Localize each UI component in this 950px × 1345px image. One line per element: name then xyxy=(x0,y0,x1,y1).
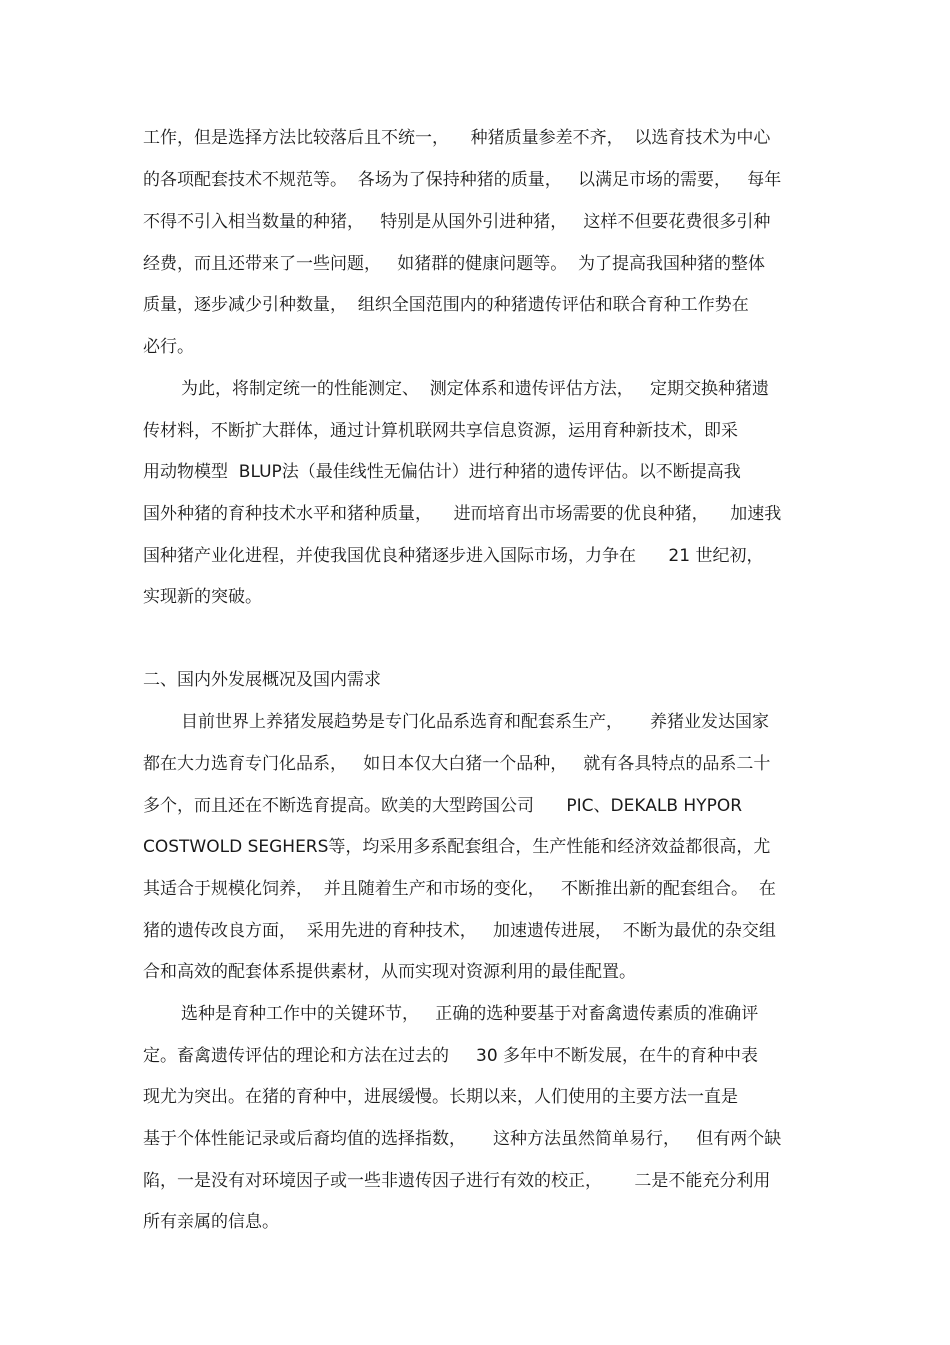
text-line: 定。畜禽遗传评估的理论和方法在过去的 30 多年中不断发展，在牛的育种中表 xyxy=(143,1046,759,1066)
text-line: 合和高效的配套体系提供素材，从而实现对资源利用的最佳配置。 xyxy=(143,962,636,982)
section-heading: 二、国内外发展概况及国内需求 xyxy=(143,670,381,690)
text-line: 国外种猪的育种技术水平和猪种质量， 进而培育出市场需要的优良种猪， 加速我 xyxy=(143,504,782,524)
text-line: 多个，而且还在不断选育提高。欧美的大型跨国公司 PIC、DEKALB HYPOR xyxy=(143,796,743,816)
text-line: 现尤为突出。在猪的育种中，进展缓慢。长期以来，人们使用的主要方法一直是 xyxy=(143,1087,738,1107)
text-line: 其适合于规模化饲养， 并且随着生产和市场的变化， 不断推出新的配套组合。 在 xyxy=(143,879,776,899)
text-line: 的各项配套技术不规范等。 各场为了保持种猪的质量， 以满足市场的需要， 每年 xyxy=(143,170,782,190)
text-line: 用动物模型 BLUP法（最佳线性无偏估计）进行种猪的遗传评估。以不断提高我 xyxy=(143,462,741,482)
text-line: 实现新的突破。 xyxy=(143,587,262,607)
text-line: 为此，将制定统一的性能测定、 测定体系和遗传评估方法， 定期交换种猪遗 xyxy=(181,379,770,399)
text-line: 质量，逐步减少引种数量， 组织全国范围内的种猪遗传评估和联合育种工作势在 xyxy=(143,295,749,315)
text-line: 传材料，不断扩大群体，通过计算机联网共享信息资源，运用育种新技术，即采 xyxy=(143,421,738,441)
text-line: 工作，但是选择方法比较落后且不统一， 种猪质量参差不齐， 以选育技术为中心 xyxy=(143,128,771,148)
text-line: 所有亲属的信息。 xyxy=(143,1212,279,1232)
text-line: 猪的遗传改良方面， 采用先进的育种技术， 加速遗传进展， 不断为最优的杂交组 xyxy=(143,921,776,941)
text-line: 选种是育种工作中的关键环节， 正确的选种要基于对畜禽遗传素质的准确评 xyxy=(181,1004,759,1024)
text-line: 必行。 xyxy=(143,337,194,357)
text-line: 经费，而且还带来了一些问题， 如猪群的健康问题等。 为了提高我国种猪的整体 xyxy=(143,254,766,274)
text-line: 陷，一是没有对环境因子或一些非遗传因子进行有效的校正， 二是不能充分利用 xyxy=(143,1171,771,1191)
text-line: 都在大力选育专门化品系， 如日本仅大白猪一个品种， 就有各具特点的品系二十 xyxy=(143,754,771,774)
text-line: 国种猪产业化进程，并使我国优良种猪逐步进入国际市场，力争在 21 世纪初， xyxy=(143,546,764,566)
text-line: 不得不引入相当数量的种猪， 特别是从国外引进种猪， 这样不但要花费很多引种 xyxy=(143,212,771,232)
text-line: COSTWOLD SEGHERS等，均采用多系配套组合，生产性能和经济效益都很高，尤 xyxy=(143,837,771,857)
text-line: 目前世界上养猪发展趋势是专门化品系选育和配套系生产， 养猪业发达国家 xyxy=(181,712,770,732)
text-line: 基于个体性能记录或后裔均值的选择指数， 这种方法虽然简单易行， 但有两个缺 xyxy=(143,1129,782,1149)
